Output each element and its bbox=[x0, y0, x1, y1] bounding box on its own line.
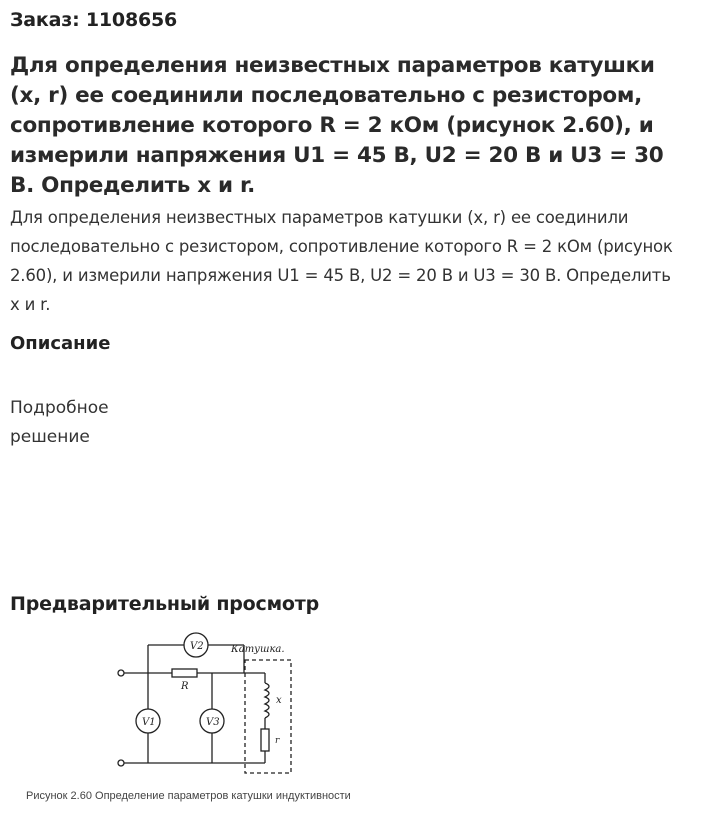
v1-label: V1 bbox=[142, 717, 156, 728]
solution-line-1: Подробное bbox=[10, 398, 109, 418]
r-label: R bbox=[181, 681, 189, 692]
circuit-svg bbox=[100, 625, 310, 785]
terminal-bottom bbox=[118, 760, 124, 766]
page-title: Для определения неизвестных параметров катушки (x, r) ее соединили последовательно с резистором, сопротивление которого R = 2 кОм (рисунок 2.60), и измерили напряжения U1 = 45 В, U2 = 20 В и U3 = 30 В. Определить x и r. bbox=[10, 53, 664, 198]
solution-line-2: решение bbox=[10, 427, 90, 447]
coil-label: Катушка. bbox=[231, 644, 285, 655]
terminal-top bbox=[118, 670, 124, 676]
description-heading: Описание bbox=[10, 333, 111, 354]
v2-label: V2 bbox=[190, 641, 204, 652]
circuit-diagram bbox=[100, 625, 310, 785]
order-number: Заказ: 1108656 bbox=[10, 9, 178, 31]
resistor-r bbox=[172, 669, 197, 677]
x-label: x bbox=[276, 695, 282, 706]
coil-resistor-r bbox=[261, 729, 269, 751]
problem-text: Для определения неизвестных параметров катушки (x, r) ее соединили последовательно с резистором, сопротивление которого R = 2 кОм (рисунок 2.60), и измерили напряжения U1 = 45 В, U2 = 20 В и U3 = 30 В. Определить x и r. bbox=[10, 208, 673, 314]
preview-heading: Предварительный просмотр bbox=[10, 593, 319, 615]
v3-label: V3 bbox=[206, 717, 220, 728]
inductor-x bbox=[265, 683, 269, 718]
solution-label bbox=[10, 394, 210, 452]
r-coil-label: r bbox=[275, 736, 280, 746]
figure-caption: Рисунок 2.60 Определение параметров катушки индуктивности bbox=[26, 790, 351, 802]
